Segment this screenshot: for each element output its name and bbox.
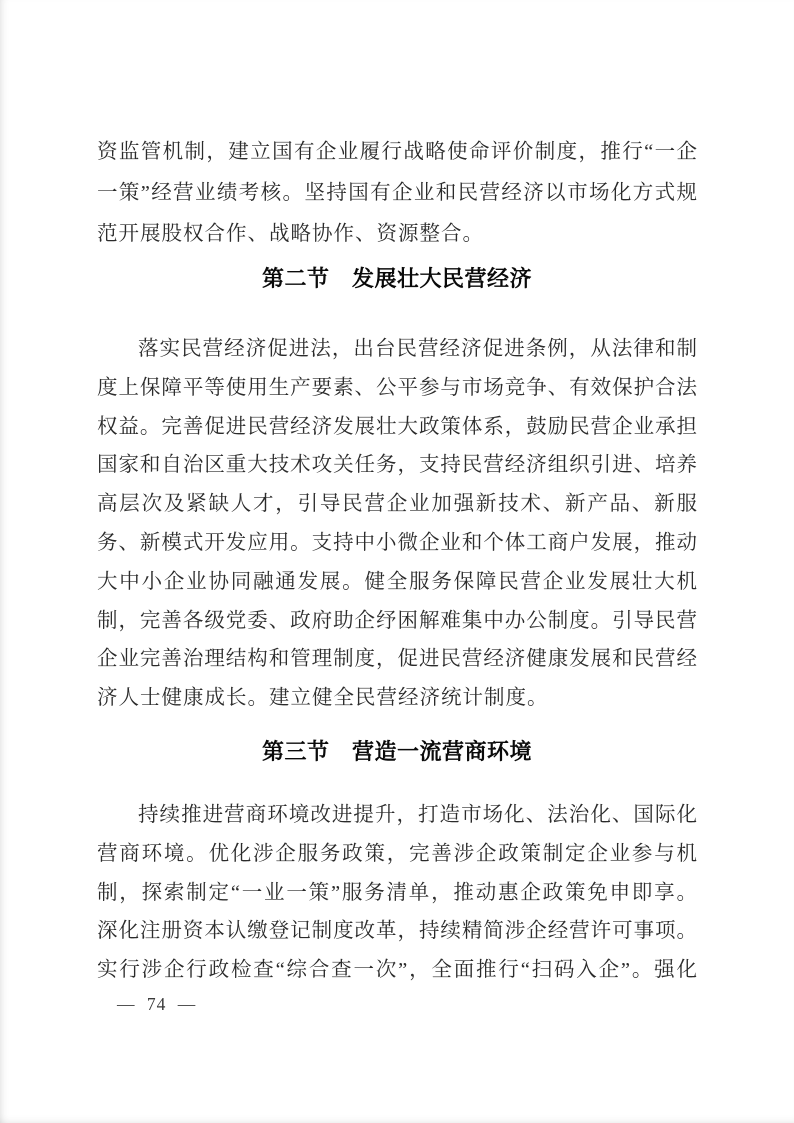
body-text-line: 资监管机制，建立国有企业履行战略使命评价制度，推行“一企 (97, 141, 697, 163)
body-text-line: 度上保障平等使用生产要素、公平参与市场竞争、有效保护合法 (97, 376, 697, 399)
page-number: — 74 — (117, 994, 197, 1014)
body-text-line: 营商环境。优化涉企服务政策，完善涉企政策制定企业参与机 (97, 842, 697, 865)
paragraph-continuation (97, 132, 697, 255)
body-text-line: 制，探索制定“一业一策”服务清单，推动惠企政策免申即享。 (97, 881, 697, 904)
body-text-line: 范开展股权合作、战略协作、资源整合。 (97, 223, 484, 245)
body-text-line: 一策”经营业绩考核。坚持国有企业和民营经济以市场化方式规 (97, 182, 697, 204)
section-heading-3: 第三节 营造一流营商环境 (261, 739, 532, 764)
paragraph-section3 (97, 796, 697, 990)
page-footer (117, 992, 196, 1016)
body-text-line: 权益。完善促进民营经济发展壮大政策体系，鼓励民营企业承担 (97, 415, 697, 438)
body-text-line: 济人士健康成长。建立健全民营经济统计制度。 (97, 687, 549, 710)
body-text-line: 实行涉企行政检查“综合查一次”，全面推行“扫码入企”。强化 (97, 959, 697, 982)
body-text-line: 企业完善治理结构和管理制度，促进民营经济健康发展和民营经 (97, 648, 697, 671)
body-text-line: 制，完善各级党委、政府助企纾困解难集中办公制度。引导民营 (97, 609, 697, 632)
page-content (97, 0, 697, 1123)
body-text-line: 大中小企业协同融通发展。健全服务保障民营企业发展壮大机 (97, 570, 697, 593)
paragraph-section2 (97, 330, 697, 718)
body-text-line: 务、新模式开发应用。支持中小微企业和个体工商户发展，推动 (97, 531, 697, 554)
section-heading-2: 第二节 发展壮大民营经济 (261, 266, 532, 291)
body-text-line: 高层次及紧缺人才，引导民营企业加强新技术、新产品、新服 (97, 493, 697, 516)
body-text-line: 落实民营经济促进法，出台民营经济促进条例，从法律和制 (138, 338, 697, 360)
body-text-line: 深化注册资本认缴登记制度改革，持续精简涉企经营许可事项。 (97, 920, 697, 943)
body-text-line: 持续推进营商环境改进提升，打造市场化、法治化、国际化 (138, 804, 697, 826)
body-text-line: 国家和自治区重大技术攻关任务，支持民营经济组织引进、培养 (97, 454, 697, 477)
